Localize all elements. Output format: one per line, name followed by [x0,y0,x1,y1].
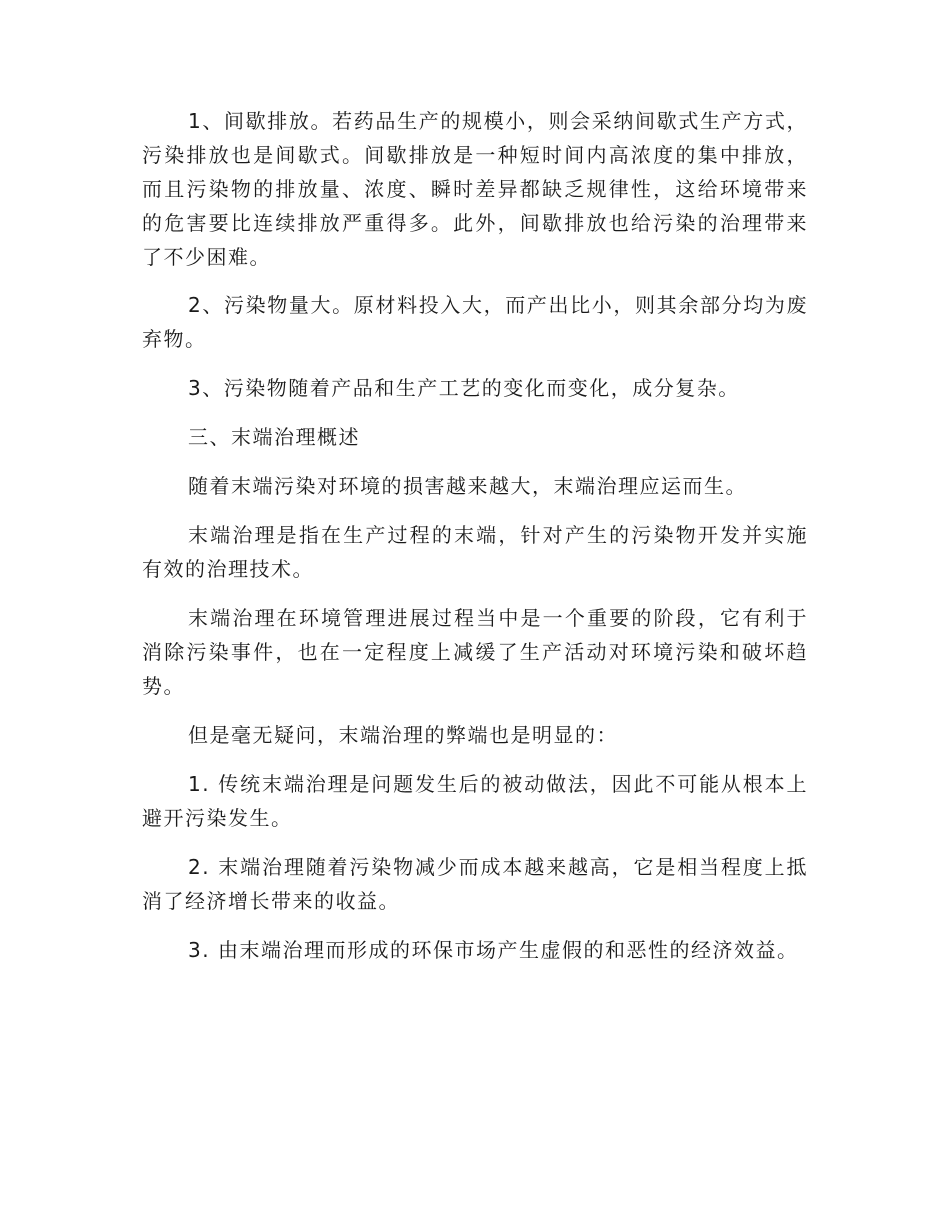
paragraph-end-of-pipe-importance: 末端治理在环境管理进展过程当中是一个重要的阶段，它有利于消除污染事件，也在一定程度上减缓了生产活动对环境污染和破坏趋势。 [142,606,808,698]
paragraph-intermittent-discharge: 1、间歇排放。若药品生产的规模小，则会采纳间歇式生产方式，污染排放也是间歇式。间歇排放是一种短时间内高浓度的集中排放，而且污染物的排放量、浓度、瞬时差异都缺乏规律性，这给环境带来的危害要比连续排放严重得多。此外，间歇排放也给污染的治理带来了不少困难。 [142,109,808,269]
list-item-drawback-1: 1. 传统末端治理是问题发生后的被动做法，因此不可能从根本上避开污染发生。 [142,772,808,830]
paragraph-end-of-pipe-definition: 末端治理是指在生产过程的末端，针对产生的污染物开发并实施有效的治理技术。 [142,523,808,581]
list-item-drawback-3: 3. 由末端治理而形成的环保市场产生虚假的和恶性的经济效益。 [188,938,799,962]
paragraph-complex-composition: 3、污染物随着产品和生产工艺的变化而变化，成分复杂。 [188,376,740,400]
list-item-drawback-2: 2. 末端治理随着污染物减少而成本越来越高，它是相当程度上抵消了经济增长带来的收益。 [142,855,808,913]
paragraph-drawbacks-intro: 但是毫无疑问，末端治理的弊端也是明显的： [188,723,618,747]
paragraph-large-pollutant-volume: 2、污染物量大。原材料投入大，而产出比小，则其余部分均为废弃物。 [142,293,808,351]
paragraph-end-of-pipe-origin: 随着末端污染对环境的损害越来越大，末端治理应运而生。 [188,474,747,498]
section-heading-end-of-pipe-overview: 三、末端治理概述 [188,425,360,449]
